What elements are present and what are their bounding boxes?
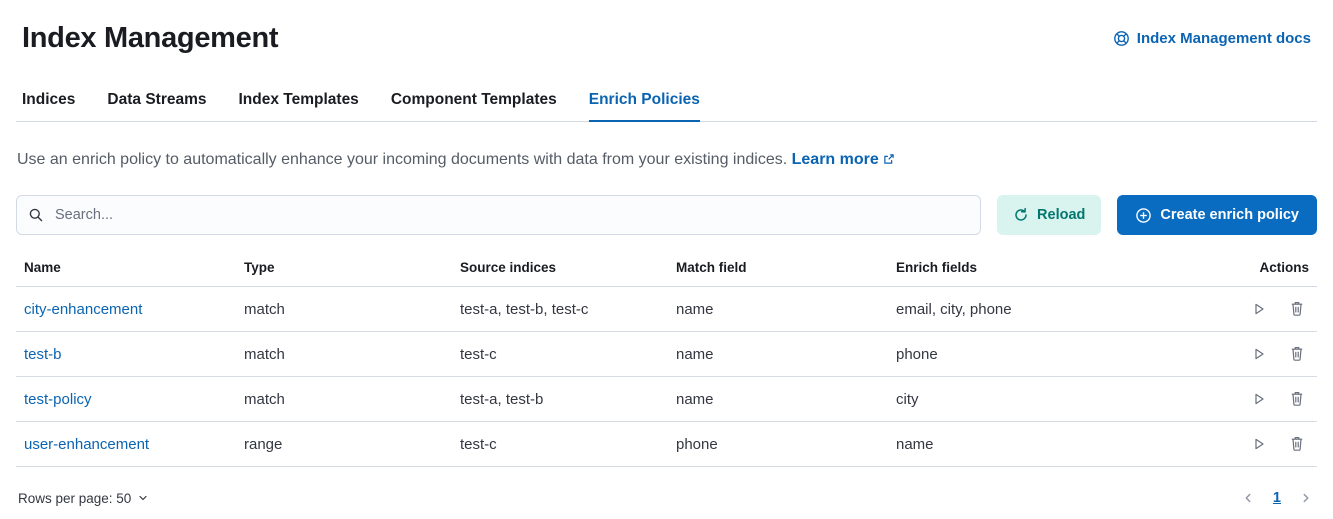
policy-name-link[interactable]: user-enhancement (24, 435, 150, 453)
table-header-row (16, 251, 1317, 287)
table-row (16, 332, 1317, 377)
create-enrich-policy-button[interactable] (1117, 195, 1317, 235)
chevron-left-icon (1241, 491, 1255, 505)
search-input[interactable] (16, 195, 981, 235)
table-row (16, 422, 1317, 467)
tab-component-templates[interactable]: Component Templates (390, 91, 557, 108)
rows-per-page-button[interactable] (18, 491, 149, 506)
delete-policy-button[interactable] (1285, 342, 1309, 366)
chevron-down-icon (137, 492, 149, 504)
play-icon (1251, 301, 1267, 317)
description-text: Use an enrich policy to automatically enhance your incoming documents with data from your existing indices. (17, 151, 788, 168)
enrich-policies-table (16, 251, 1317, 467)
policy-name-link[interactable]: test-b (24, 345, 62, 363)
tab-enrich-policies[interactable]: Enrich Policies (589, 89, 700, 122)
execute-policy-button[interactable] (1247, 342, 1271, 366)
source-indices-cell: test-c (452, 332, 668, 377)
page-title: Index Management (22, 22, 279, 54)
trash-icon (1289, 436, 1305, 452)
enrich-fields-cell: phone (888, 332, 1207, 377)
match-field-cell: name (668, 287, 888, 332)
enrich-fields-cell: name (888, 422, 1207, 467)
execute-policy-button[interactable] (1247, 432, 1271, 456)
play-icon (1251, 346, 1267, 362)
chevron-right-icon (1299, 491, 1313, 505)
rows-per-page-label: Rows per page: 50 (18, 490, 132, 506)
enrich-fields-cell: email, city, phone (888, 287, 1207, 332)
tab-data-streams[interactable]: Data Streams (107, 91, 207, 108)
learn-more-label: Learn more (791, 151, 879, 168)
enrich-fields-cell: city (888, 377, 1207, 422)
search-field-wrap (16, 195, 981, 235)
execute-policy-button[interactable] (1247, 387, 1271, 411)
column-header-enrich-fields: Enrich fields (888, 251, 1207, 287)
reload-button-label: Reload (1037, 207, 1086, 223)
match-field-cell: phone (668, 422, 888, 467)
table-footer (16, 489, 1317, 507)
help-buoy-icon (1113, 30, 1130, 47)
previous-page-button[interactable] (1239, 489, 1257, 507)
tab-indices[interactable]: Indices (22, 91, 76, 108)
match-field-cell: name (668, 332, 888, 377)
column-header-match-field: Match field (668, 251, 888, 287)
play-icon (1251, 391, 1267, 407)
source-indices-cell: test-c (452, 422, 668, 467)
delete-policy-button[interactable] (1285, 297, 1309, 321)
plus-circle-icon (1135, 207, 1152, 224)
trash-icon (1289, 301, 1305, 317)
pagination (1239, 489, 1315, 507)
trash-icon (1289, 346, 1305, 362)
table-body (16, 287, 1317, 467)
tab-bar (16, 89, 1317, 122)
column-header-type: Type (236, 251, 452, 287)
refresh-icon (1013, 207, 1029, 223)
policy-type-cell: match (236, 332, 452, 377)
external-link-icon (879, 151, 895, 168)
delete-policy-button[interactable] (1285, 387, 1309, 411)
enrich-policy-description (16, 148, 1317, 172)
source-indices-cell: test-a, test-b, test-c (452, 287, 668, 332)
execute-policy-button[interactable] (1247, 297, 1271, 321)
column-header-name: Name (16, 251, 236, 287)
reload-button[interactable] (997, 195, 1101, 235)
page-header (16, 20, 1317, 56)
column-header-actions: Actions (1207, 251, 1317, 287)
table-row (16, 287, 1317, 332)
create-enrich-policy-label: Create enrich policy (1160, 207, 1299, 223)
policy-type-cell: range (236, 422, 452, 467)
page-number-1[interactable]: 1 (1272, 490, 1281, 506)
match-field-cell: name (668, 377, 888, 422)
docs-link-label: Index Management docs (1136, 29, 1311, 47)
policy-name-link[interactable]: test-policy (24, 390, 92, 408)
docs-link[interactable] (1113, 30, 1311, 47)
tab-index-templates[interactable]: Index Templates (238, 91, 359, 108)
column-header-source-indices: Source indices (452, 251, 668, 287)
play-icon (1251, 436, 1267, 452)
trash-icon (1289, 391, 1305, 407)
source-indices-cell: test-a, test-b (452, 377, 668, 422)
learn-more-link[interactable] (792, 151, 895, 168)
delete-policy-button[interactable] (1285, 432, 1309, 456)
policy-name-link[interactable]: city-enhancement (24, 300, 143, 318)
toolbar (16, 195, 1317, 235)
next-page-button[interactable] (1297, 489, 1315, 507)
policy-type-cell: match (236, 377, 452, 422)
policy-type-cell: match (236, 287, 452, 332)
table-row (16, 377, 1317, 422)
